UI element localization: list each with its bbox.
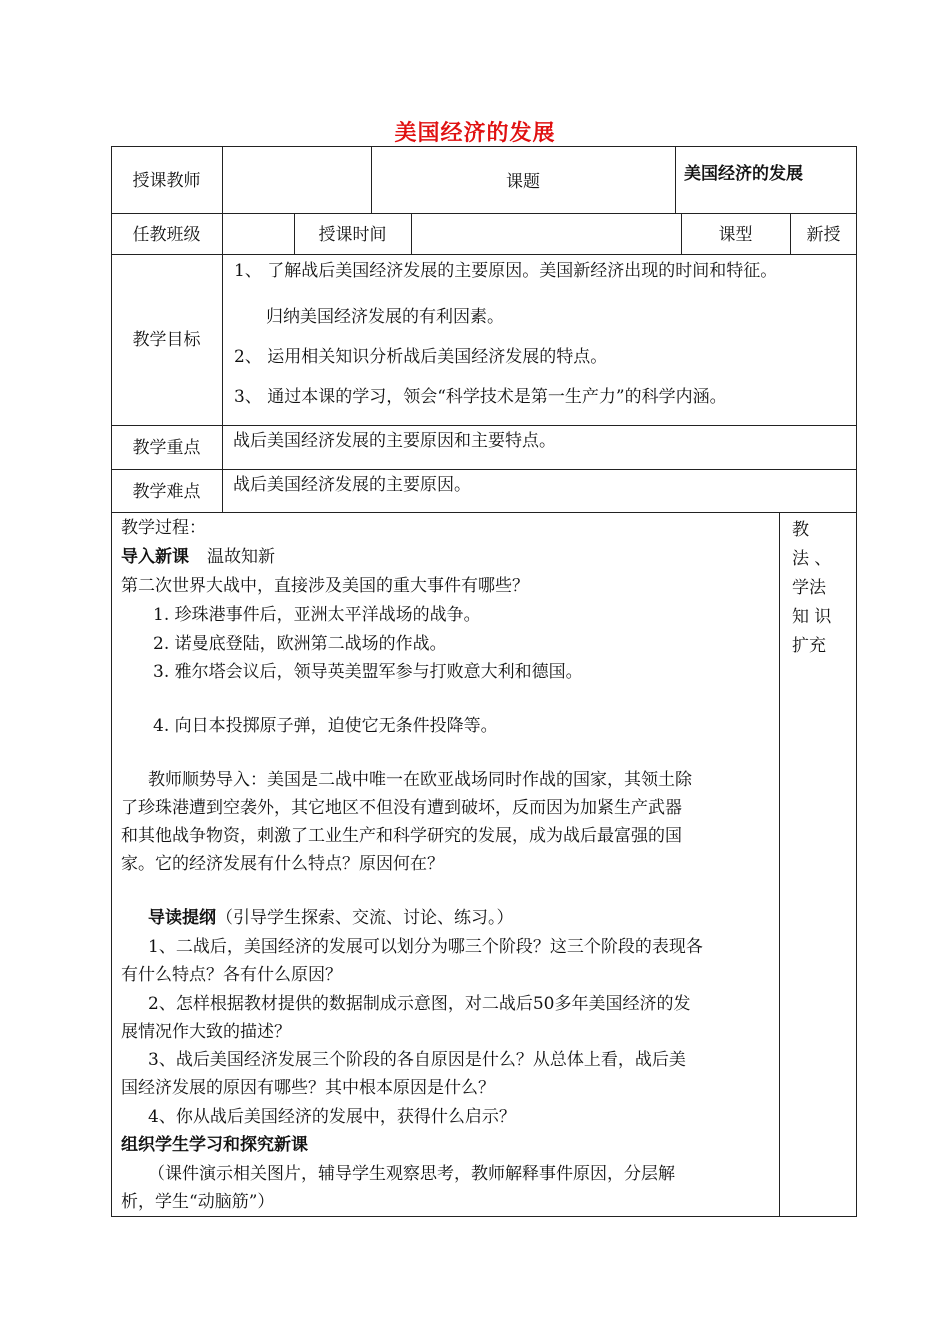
- topic-label: 课题: [506, 172, 540, 192]
- side-note-line: 知 识: [792, 607, 832, 627]
- side-note-line: 教: [792, 520, 809, 540]
- event-item: 3. 雅尔塔会议后，领导英美盟军参与打败意大利和德国。: [153, 662, 583, 682]
- teacher-intro-line: 教师顺势导入：美国是二战中唯一在欧亚战场同时作战的国家，其领土除: [148, 770, 692, 790]
- guide-line: 展情况作大致的描述？: [121, 1022, 291, 1042]
- teacher-intro-line: 家。它的经济发展有什么特点？原因何在？: [121, 854, 444, 874]
- goal-item: 1、 了解战后美国经济发展的主要原因。美国新经济出现的时间和特征。: [234, 261, 778, 281]
- goal-item: 归纳美国经济发展的有利因素。: [266, 307, 504, 327]
- guide-line: 国经济发展的原因有哪些？其中根本原因是什么？: [121, 1078, 495, 1098]
- goals-label: 教学目标: [132, 330, 201, 350]
- event-item: 2. 诺曼底登陆，欧洲第二战场的作战。: [153, 634, 447, 654]
- guide-line: 有什么特点？各有什么原因？: [121, 965, 342, 985]
- intro-bold: 导入新课: [121, 547, 189, 567]
- difficulty-value: 战后美国经济发展的主要原因。: [233, 475, 471, 495]
- guide-line: 2、怎样根据教材提供的数据制成示意图，对二战后50多年美国经济的发: [148, 994, 691, 1014]
- event-item: 1. 珍珠港事件后，亚洲太平洋战场的战争。: [153, 605, 481, 625]
- guide-line: 1、二战后，美国经济的发展可以划分为哪三个阶段？这三个阶段的表现各: [148, 937, 703, 957]
- page-title: 美国经济的发展: [394, 121, 556, 146]
- side-note-line: 学法: [792, 578, 826, 598]
- guide-line: 4、你从战后美国经济的发展中，获得什么启示？: [148, 1107, 516, 1127]
- side-note-line: 法 、: [792, 549, 832, 569]
- organize-line: （课件演示相关图片，辅导学生观察思考，教师解释事件原因，分层解: [148, 1164, 675, 1184]
- time-label: 授课时间: [318, 225, 387, 245]
- topic-value: 美国经济的发展: [684, 164, 803, 184]
- teacher-intro-line: 和其他战争物资，刺激了工业生产和科学研究的发展，成为战后最富强的国: [121, 826, 682, 846]
- type-label: 课型: [718, 225, 753, 245]
- guide-line: 3、战后美国经济发展三个阶段的各自原因是什么？从总体上看，战后美: [148, 1050, 686, 1070]
- guide-heading: [148, 907, 514, 929]
- organize-heading: 组织学生学习和探究新课: [121, 1135, 308, 1155]
- class-label: 任教班级: [132, 225, 201, 245]
- teacher-label: 授课教师: [132, 171, 201, 191]
- side-note-line: 扩充: [792, 636, 826, 656]
- process-heading: 教学过程：: [121, 518, 206, 538]
- guide-rest: （引导学生探索、交流、讨论、练习。）: [216, 908, 514, 928]
- type-value: 新授: [806, 225, 841, 245]
- guide-bold: 导读提纲: [148, 908, 216, 928]
- intro-question: 第二次世界大战中，直接涉及美国的重大事件有哪些？: [121, 576, 529, 596]
- key-point-value: 战后美国经济发展的主要原因和主要特点。: [233, 431, 556, 451]
- goal-item: 3、 通过本课的学习，领会“科学技术是第一生产力”的科学内涵。: [234, 387, 727, 407]
- side-note: [792, 516, 848, 661]
- key-point-label: 教学重点: [132, 438, 201, 458]
- difficulty-label: 教学难点: [132, 482, 201, 502]
- intro-rest: 温故知新: [207, 547, 275, 567]
- organize-line: 析，学生“动脑筋”）: [121, 1192, 275, 1212]
- event-item: 4. 向日本投掷原子弹，迫使它无条件投降等。: [153, 716, 498, 736]
- teacher-intro-line: 了珍珠港遭到空袭外，其它地区不但没有遭到破坏，反而因为加紧生产武器: [121, 798, 682, 818]
- goal-item: 2、 运用相关知识分析战后美国经济发展的特点。: [234, 347, 608, 367]
- intro-heading: [121, 546, 275, 568]
